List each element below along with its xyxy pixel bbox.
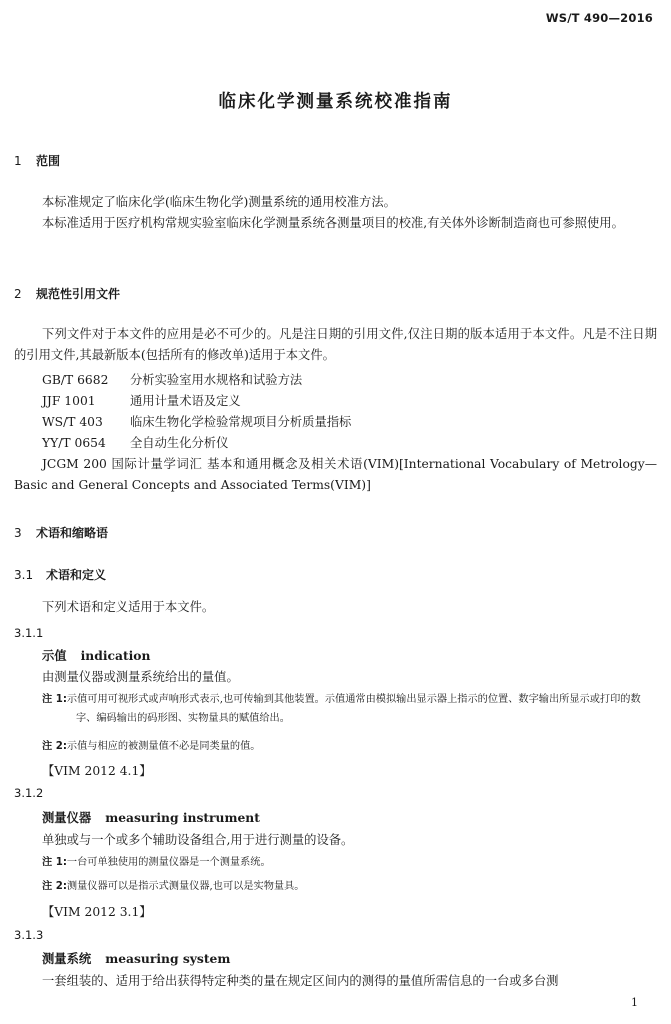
section-3-1-heading: [14, 566, 106, 583]
scope-paragraph-1: 本标准规定了临床化学(临床生物化学)测量系统的通用校准方法。: [42, 195, 396, 209]
reference-title: 临床生物化学检验常规项目分析质量指标: [130, 415, 352, 429]
term-english: measuring system: [105, 951, 231, 966]
term-source: 【VIM 2012 4.1】: [42, 764, 152, 778]
term-number: 3.1.3: [14, 928, 44, 942]
term-heading: [42, 949, 230, 967]
reference-item: [42, 370, 302, 388]
note-text: 示值与相应的被测量值不必是同类量的值。: [66, 741, 261, 752]
reference-title: 通用计量术语及定义: [130, 394, 241, 408]
term-definition: 一套组装的、适用于给出获得特定种类的量在规定区间内的测得的量值所需信息的一台或多台测: [42, 974, 559, 988]
note-label: 注 2:: [42, 741, 67, 752]
reference-item: [42, 412, 351, 430]
reference-item: [42, 433, 228, 451]
term-source: 【VIM 2012 3.1】: [42, 905, 152, 919]
term-english: measuring instrument: [105, 810, 260, 825]
term-definition: 单独或与一个或多个辅助设备组合,用于进行测量的设备。: [42, 833, 354, 847]
note-text: 一台可单独使用的测量仪器是一个测量系统。: [66, 857, 271, 868]
section-title: 规范性引用文件: [36, 287, 121, 301]
term-note: [42, 877, 658, 896]
term-definition: 由测量仪器或测量系统给出的量值。: [42, 670, 239, 684]
section-2-heading: [14, 285, 120, 302]
reference-title: 全自动生化分析仪: [130, 436, 229, 450]
reference-item-vim: JCGM 200 国际计量学词汇 基本和通用概念及相关术语(VIM)[International Vocabulary of Metrology—Basic and General Concepts and Associated Terms(VIM)]: [14, 457, 657, 492]
section-title: 术语和定义: [46, 568, 107, 582]
reference-code: YY/T 0654: [42, 436, 106, 450]
section-title: 范围: [36, 154, 61, 168]
scope-paragraph-2: 本标准适用于医疗机构常规实验室临床化学测量系统各测量项目的校准,有关体外诊断制造商也可参照使用。: [42, 216, 624, 230]
term-english: indication: [80, 648, 151, 663]
references-intro: 下列文件对于本文件的应用是必不可少的。凡是注日期的引用文件,仅注日期的版本适用于本文件。凡是不注日期的引用文件,其最新版本(包括所有的修改单)适用于本文件。: [14, 327, 657, 362]
standard-number-header: WS/T 490—2016: [545, 11, 653, 25]
term-number: 3.1.1: [14, 626, 44, 640]
term-chinese: 测量系统: [42, 952, 92, 966]
reference-item: [42, 391, 241, 409]
reference-code: JJF 1001: [42, 394, 96, 408]
term-chinese: 示值: [42, 649, 67, 663]
note-label: 注 2:: [42, 881, 67, 892]
term-note: [42, 737, 658, 756]
section-number: 1: [14, 154, 22, 168]
section-number: 3.1: [14, 568, 34, 582]
reference-code: GB/T 6682: [42, 373, 109, 387]
note-label: 注 1:: [42, 857, 67, 868]
section-number: 3: [14, 526, 22, 540]
section-title: 术语和缩略语: [36, 526, 109, 540]
term-number: 3.1.2: [14, 786, 44, 800]
term-chinese: 测量仪器: [42, 811, 92, 825]
note-text: 示值可用可视形式或声响形式表示,也可传输到其他装置。示值通常由模拟输出显示器上指示的位置、数字输出所显示或打印的数字、编码输出的码形图、实物量具的赋值给出。: [66, 694, 641, 724]
reference-title: 分析实验室用水规格和试验方法: [130, 373, 303, 387]
section-number: 2: [14, 287, 22, 301]
document-title: 临床化学测量系统校准指南: [218, 92, 453, 112]
terms-intro: 下列术语和定义适用于本文件。: [42, 600, 215, 614]
term-note: [42, 690, 658, 728]
term-heading: [42, 808, 260, 826]
reference-code: WS/T 403: [42, 415, 103, 429]
term-note: [42, 853, 658, 872]
note-text: 测量仪器可以是指示式测量仪器,也可以是实物量具。: [66, 881, 305, 892]
section-1-heading: [14, 152, 60, 169]
page-number: 1: [631, 996, 638, 1009]
note-label: 注 1:: [42, 694, 67, 705]
section-3-heading: [14, 524, 108, 541]
term-heading: [42, 646, 150, 664]
